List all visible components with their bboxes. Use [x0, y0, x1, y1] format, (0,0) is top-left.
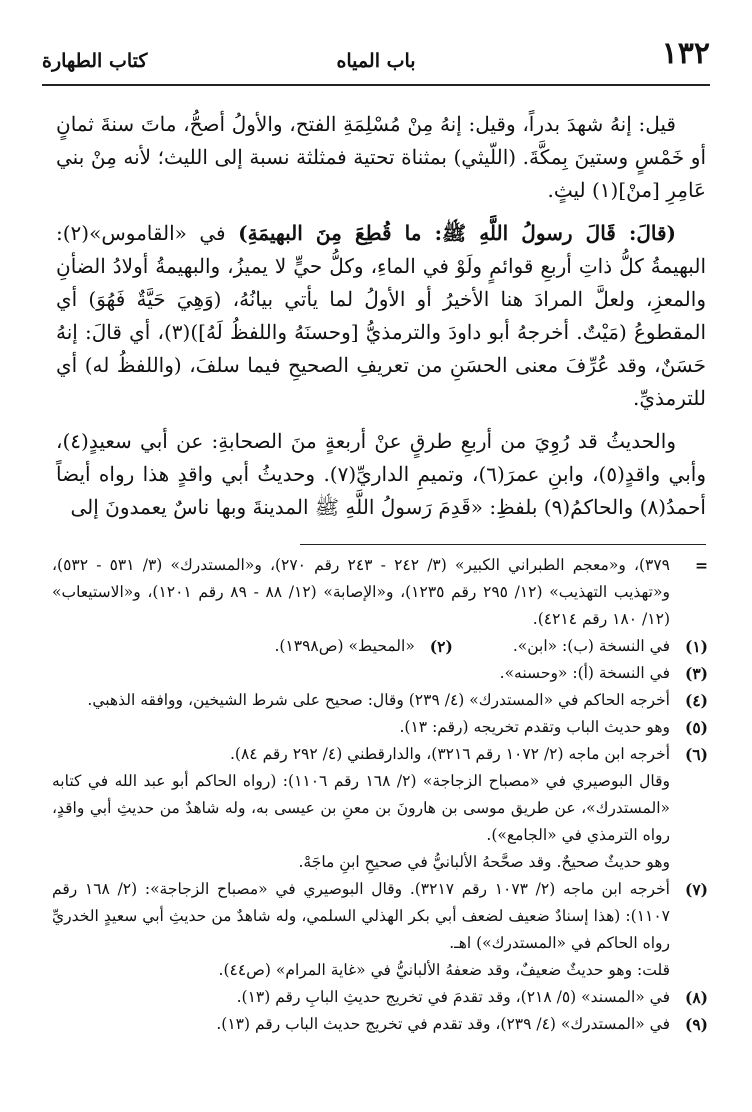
main-text [56, 108, 706, 534]
footnote-continuation [52, 552, 708, 633]
footnote-text: أخرجه الحاكم في «المستدرك» (٤/ ٢٣٩) وقال: صحيح على شرط الشيخين، ووافقه الذهبي. [87, 691, 670, 709]
footnote-text: في «المستدرك» (٤/ ٢٣٩)، وقد تقدم في تخريج حديث الباب رقم (١٣). [216, 1015, 670, 1033]
footnote-7 [52, 876, 708, 984]
footnotes [52, 552, 708, 1038]
footnote-text: «المحيط» (ص١٣٩٨). [274, 637, 415, 655]
chapter-title: باب المياه [336, 50, 416, 72]
paragraph-2-text: في «القاموس»(٢): البهيمةُ كلُّ ذاتِ أربعِ قوائمٍ ولَوْ في الماءِ، وكلُّ حيٍّ لا يميزُ، والبهيمةُ أولادُ الضأنِ والمعزِ، ولعلَّ المرادَ هنا الأخيرُ أو الأولُ لما يأتي بيانُهُ، (وَهِيَ حَيَّةٌ فَهُوَ) أي المقطوعُ (مَيْتٌ. أخرجهُ أبو داودَ والترمذيُّ [وحسنَهُ واللفظُ لَهُ])(٣)، أي قالَ: إنهُ حَسَنٌ، وقد عُرِّفَ معنى الحسَنِ من تعريفِ الصحيحِ فيما سلفَ، (واللفظُ له) أي للترمذيِّ. [56, 221, 707, 410]
footnote-7-line-a: أخرجه ابن ماجه (٢/ ١٠٧٣ رقم ٣٢١٧). وقال البوصيري في «مصباح الزجاجة»: (٢/ ١٦٨ رقم ١١٠٧): (هذا إسنادٌ ضعيف لضعف أبي بكر الهذلي السلمي، وله شاهدٌ من حديثِ أبي سعيدٍ الخدريِّ رواه الحاكم في «المستدرك») اهـ. [52, 880, 670, 952]
paragraph-3: والحديثُ قد رُوِيَ من أربعِ طرقٍ عنْ أربعةٍ منَ الصحابةِ: عن أبي سعيدٍ(٤)، وأبي واقدٍ(٥)، وابنِ عمرَ(٦)، وتميمِ الداريِّ(٧). وحديثُ أبي واقدٍ هذا رواه أيضاً أحمدُ(٨) والحاكمُ(٩) بلفظِ: «قَدِمَ رَسولُ اللَّهِ ﷺ المدينةَ وبها ناسٌ يعمدونَ إلى [56, 429, 706, 519]
footnote-6 [52, 741, 708, 876]
footnote-number: (١) [684, 637, 708, 656]
footnote-5 [52, 714, 708, 741]
footnote-4 [52, 687, 708, 714]
footnote-text [52, 741, 670, 876]
footnote-text [52, 876, 670, 984]
footnote-9 [52, 1011, 708, 1038]
footnote-text: وهو حديث الباب وتقدم تخريجه (رقم: ١٣). [399, 718, 670, 736]
footnote-number: (٣) [684, 664, 708, 683]
page-number: ١٣٢ [661, 36, 710, 71]
footnote-7-line-b: قلت: وهو حديثٌ ضعيفٌ، وقد ضعفهُ الألبانيُّ في «غاية المرام» (ص٤٤). [218, 961, 670, 979]
footnote-6-line-c: وهو حديثٌ صحيحٌ. وقد صحَّحهُ الألبانيُّ في صحيحِ ابنِ ماجَهْ. [298, 853, 670, 871]
footnote-number: (٢) [429, 637, 453, 656]
footnote-2 [274, 633, 452, 660]
footnote-8 [52, 984, 708, 1011]
footnote-text: ٣٧٩)، و«معجم الطبراني الكبير» (٣/ ٢٤٢ - ٢٤٣ رقم ٢٧٠)، و«المستدرك» (٣/ ٥٣١ - ٥٣٢)، و«تهذيب التهذيب» (١٢/ ٢٩٥ رقم ١٢٣٥)، و«الإصابة» (١٢/ ٨٨ - ٨٩ رقم ١٢٠١)، و«الاستيعاب» (١٢/ ١٨٠ رقم ٤٢١٤). [52, 556, 670, 628]
footnote-3 [52, 660, 708, 687]
footnote-number: (٦) [684, 745, 708, 764]
footnote-number: (٧) [684, 880, 708, 899]
paragraph-1: قيل: إنهُ شهدَ بدراً، وقيل: إنهُ مِنْ مُسْلِمَةِ الفتح، والأولُ أصحُّ، ماتَ سنةَ ثمانٍ أو خَمْسٍ وستينَ بِمكَّةَ. (اللّيثي) بمثناة تحتية فمثلثة نسبة إلى الليث؛ لأنه مِنْ بني عَامِرِ [منْ](١) ليثٍ. [56, 112, 706, 202]
running-header [42, 34, 710, 86]
footnote-1 [513, 633, 708, 660]
book-title: كتاب الطهارة [42, 50, 148, 72]
footnote-text: في النسخة (ب): «ابن». [512, 637, 670, 655]
footnote-number: (٨) [684, 988, 708, 1007]
footnote-number: (٤) [684, 691, 708, 710]
footnote-text: في «المسند» (٥/ ٢١٨)، وقد تقدمَ في تخريج حديثِ البابِ رقم (١٣). [236, 988, 670, 1006]
footnote-row-1-2 [52, 633, 708, 660]
footnote-6-line-b: وقال البوصيري في «مصباح الزجاجة» (٢/ ١٦٨ رقم ١١٠٦): (رواه الحاكم أبو عبد الله في كتابه «المستدرك»، عن طريق موسى بن هارونَ بن معنِ بن عيسى به، وله شاهدٌ من حديثِ أبي واقدٍ، رواه الترمذي في «الجامع»). [52, 772, 670, 844]
paragraph-2 [56, 217, 706, 415]
footnote-marker: = [695, 556, 708, 575]
footnote-number: (٩) [684, 1015, 708, 1034]
footnote-6-line-a: أخرجه ابن ماجه (٢/ ١٠٧٢ رقم ٣٢١٦)، والدارقطني (٤/ ٢٩٢ رقم ٨٤). [230, 745, 670, 763]
footnote-separator [300, 544, 706, 545]
footnote-text: في النسخة (أ): «وحسنه». [499, 664, 670, 682]
footnote-number: (٥) [684, 718, 708, 737]
hadith-quote: (قالَ: قَالَ رسولُ اللَّهِ ﷺ: ما قُطِعَ مِنَ البهيمَةِ) [238, 221, 677, 245]
